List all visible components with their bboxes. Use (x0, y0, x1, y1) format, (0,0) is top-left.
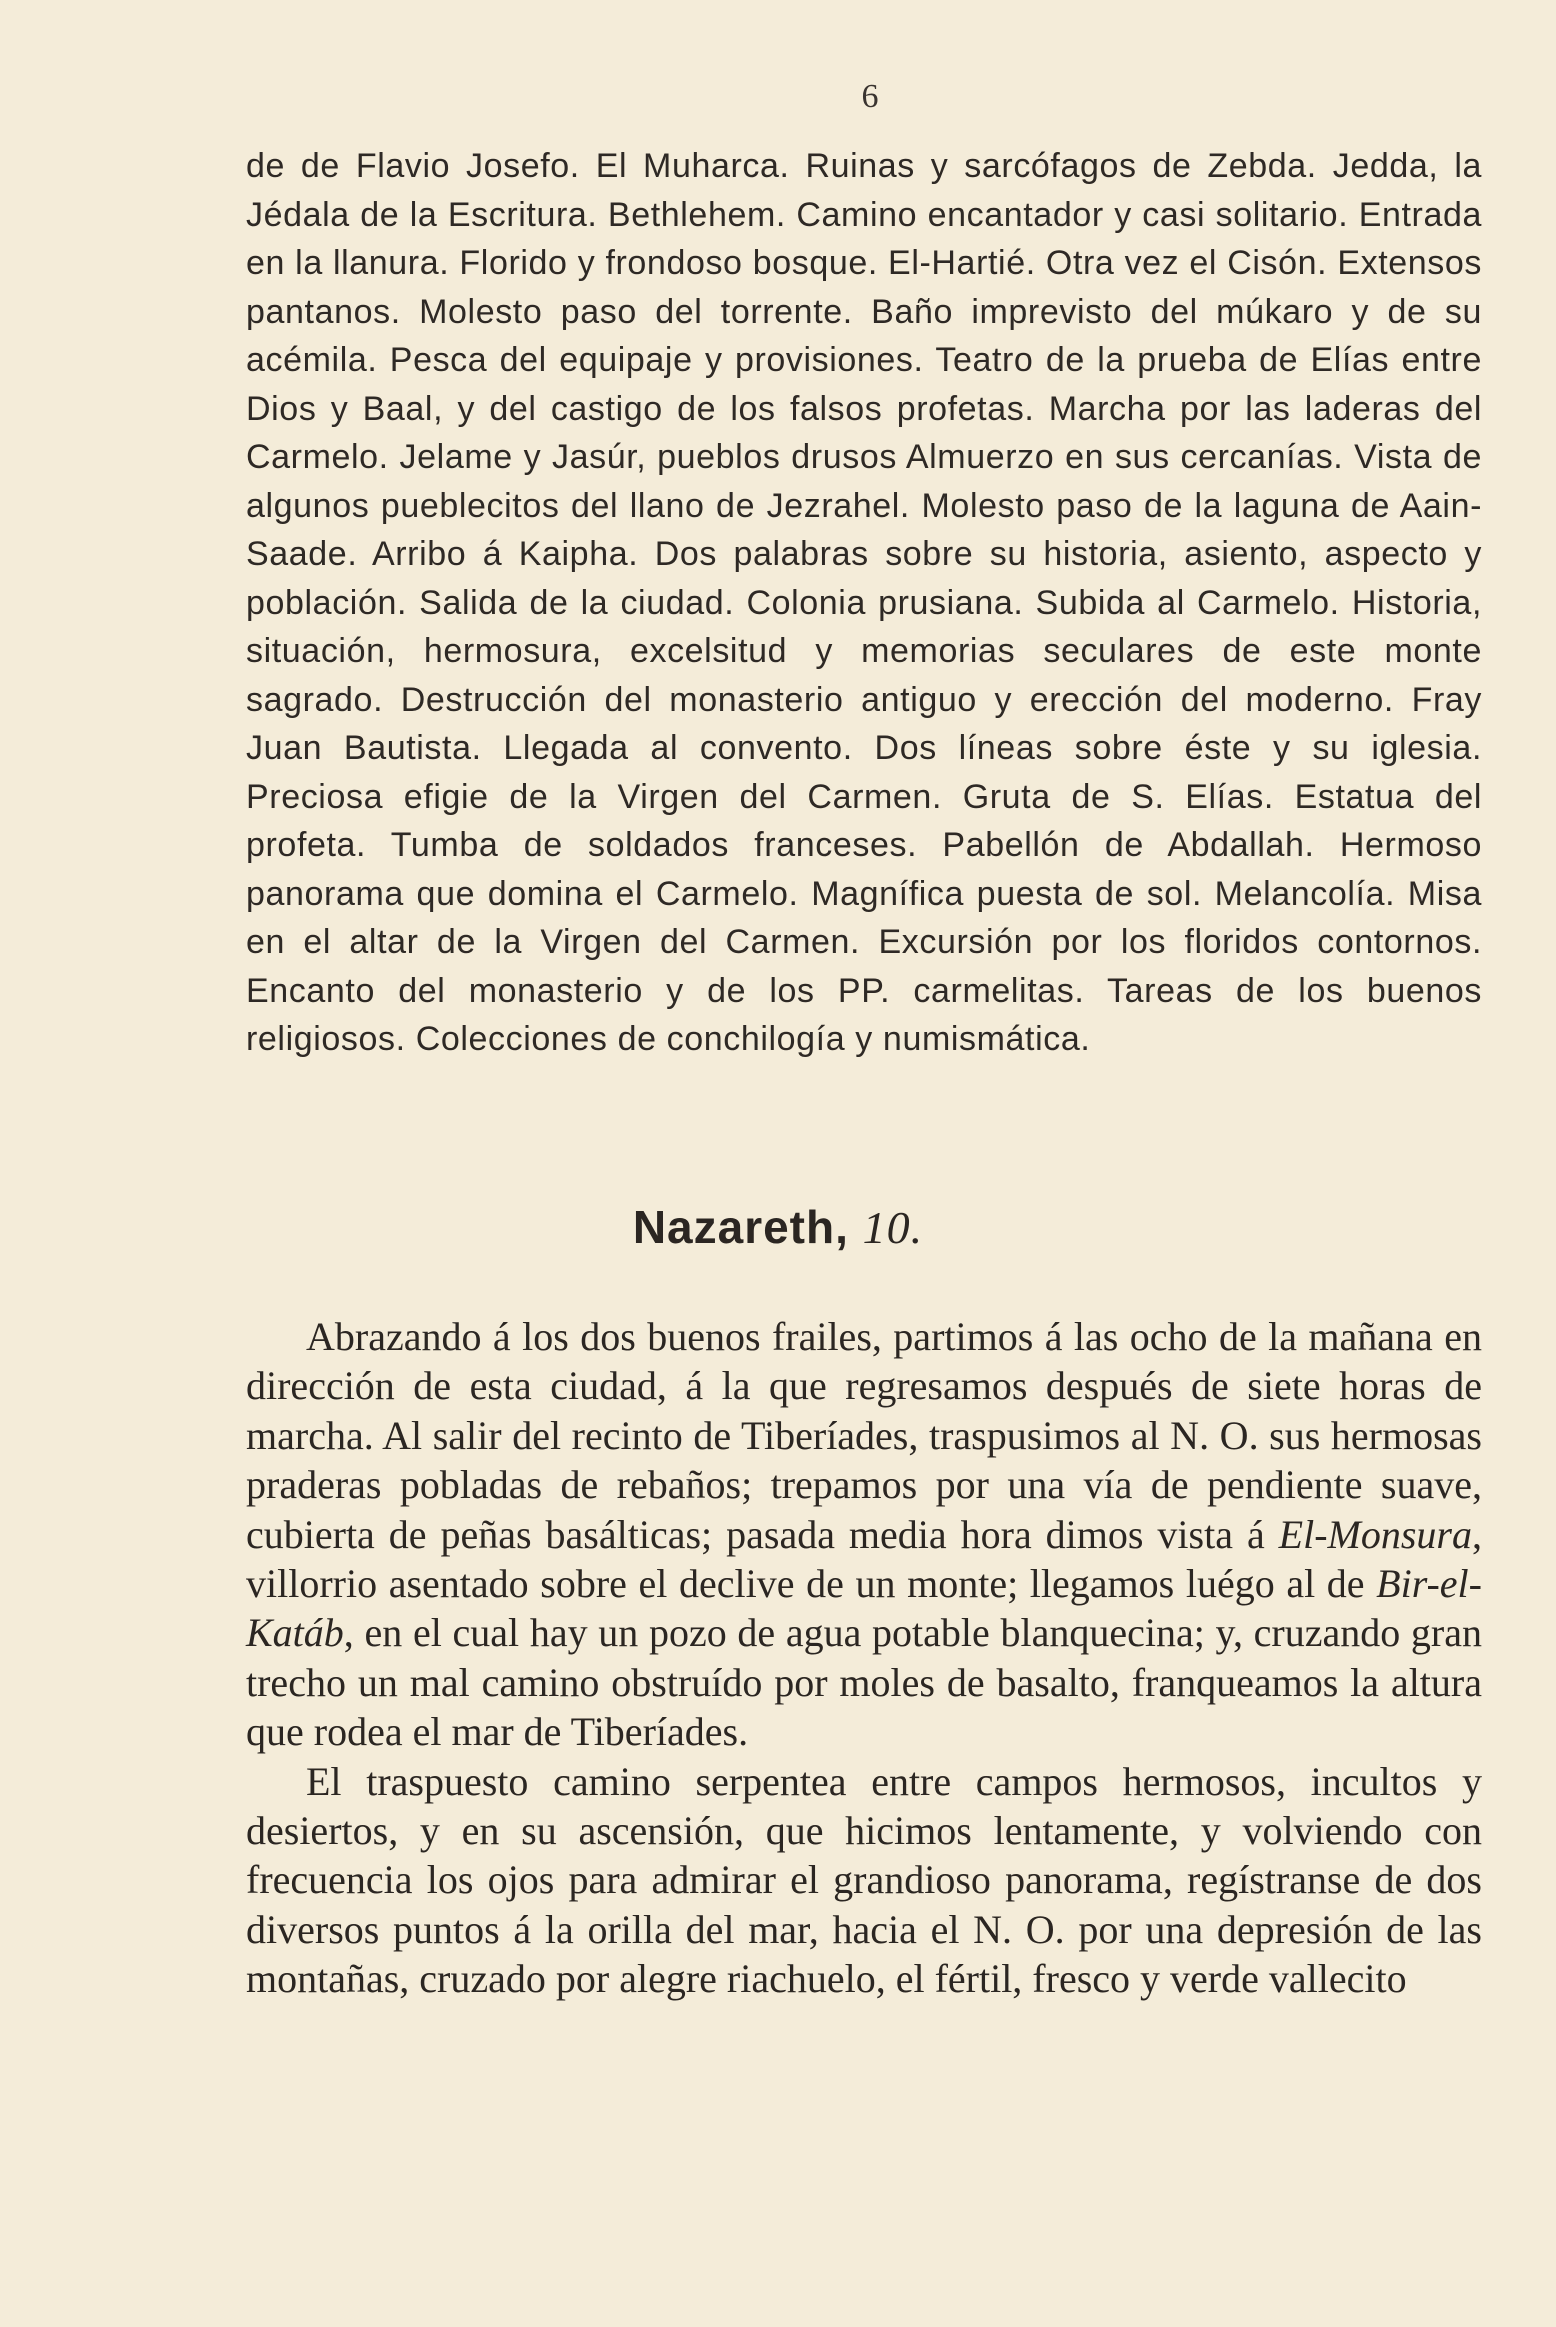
place-name-bir-el-katab: Bir-el-Katáb (246, 1561, 1482, 1656)
heading-day-number: 10. (862, 1202, 924, 1253)
paragraph-1-part-3: , en el cual hay un pozo de agua potable blanquecina; y, cruzando gran trecho un mal camino obstruído por moles de basalto, franqueamos la altura que rodea el mar de Tiberíades. (246, 1610, 1482, 1755)
paragraph-1-part-1: Abrazando á los dos buenos frailes, partimos á las ocho de la mañana en dirección de esta ciudad, á la que regresamos después de siete horas de marcha. Al salir del recinto de Tiberíades, traspusimos al N. O. sus hermosas praderas pobladas de rebaños; trepamos por una vía de pendiente suave, cubierta de peñas basálticas; pasada media hora dimos vista á (246, 1314, 1482, 1557)
page-number: 6 (861, 78, 879, 115)
place-name-el-monsura: El-Monsura (1278, 1511, 1472, 1557)
heading-place: Nazareth, (632, 1201, 849, 1253)
chapter-summary: de de Flavio Josefo. El Muharca. Ruinas y sarcófagos de Zebda. Jedda, la Jédala de la Escritura. Bethlehem. Camino encantador y casi solitario. Entrada en la llanura. Florido y frondoso bosque. El-Hartié. Otra vez el Cisón. Extensos pantanos. Molesto paso del torrente. Baño imprevisto del múkaro y de su acémila. Pesca del equipaje y provisiones. Teatro de la prueba de Elías entre Dios y Baal, y del castigo de los falsos profetas. Marcha por las laderas del Carmelo. Jelame y Jasúr, pueblos drusos Almuerzo en sus cercanías. Vista de algunos pueblecitos del llano de Jezrahel. Molesto paso de la laguna de Aain-Saade. Arribo á Kaipha. Dos palabras sobre su historia, asiento, aspecto y población. Salida de la ciudad. Colonia prusiana. Subida al Carmelo. Historia, situación, hermosura, excelsitud y memorias seculares de este monte sagrado. Destrucción del monasterio antiguo y erección del moderno. Fray Juan Bautista. Llegada al convento. Dos líneas sobre éste y su iglesia. Preciosa efigie de la Virgen del Carmen. Gruta de S. Elías. Estatua del profeta. Tumba de soldados franceses. Pabellón de Abdallah. Hermoso panorama que domina el Carmelo. Magnífica puesta de sol. Melancolía. Misa en el altar de la Virgen del Carmen. Excursión por los floridos contornos. Encanto del monasterio y de los PP. carmelitas. Tareas de los buenos religiosos. Colecciones de conchilogía y numismática. (246, 147, 1482, 1058)
paragraph-2: El traspuesto camino serpentea entre campos hermosos, incultos y desiertos, y en su ascensión, que hicimos lentamente, y volviendo con frecuencia los ojos para admirar el grandioso panorama, regístranse de dos diversos puntos á la orilla del mar, hacia el N. O. por una depresión de las montañas, cruzado por alegre riachuelo, el fértil, fresco y verde vallecito (246, 1758, 1482, 2002)
paragraph-1-part-2: , villorrio asentado sobre el declive de un monte; llegamos luégo al de (246, 1511, 1482, 1607)
section-heading (0, 1200, 1556, 1254)
paragraph-1 (246, 1312, 1482, 1757)
body-text (246, 1312, 1482, 2004)
